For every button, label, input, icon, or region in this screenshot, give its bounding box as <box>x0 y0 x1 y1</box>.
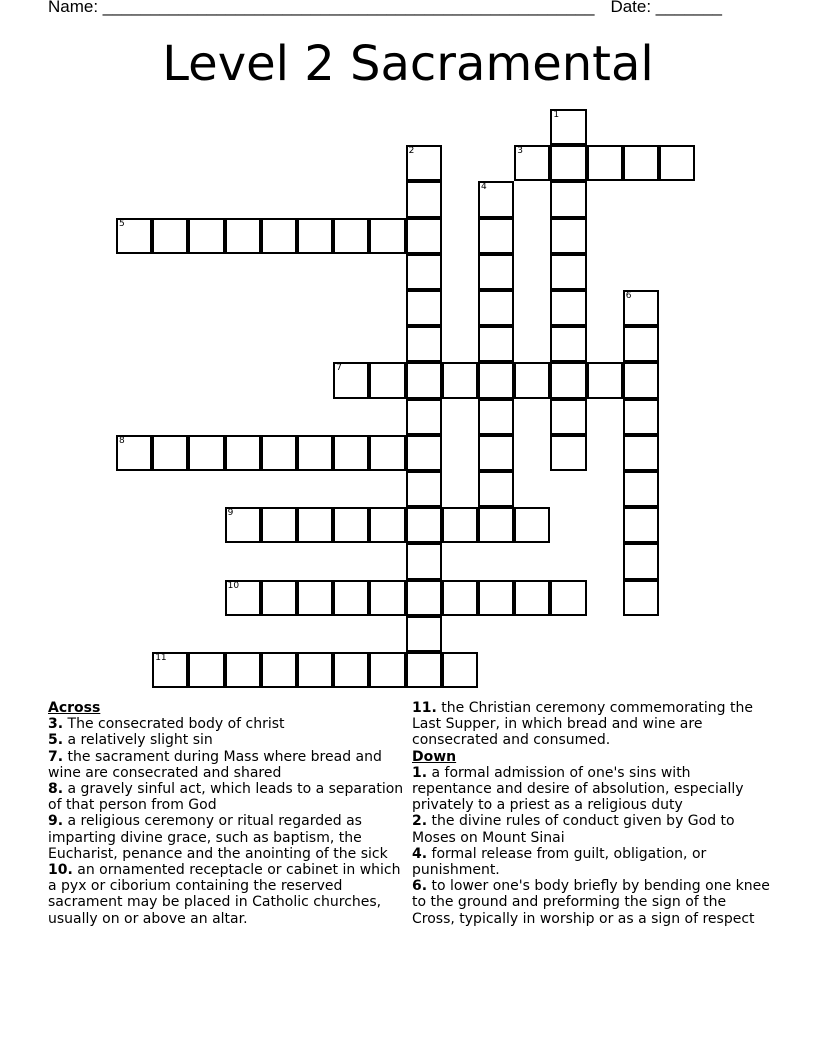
crossword-cell[interactable] <box>261 435 297 471</box>
crossword-cell[interactable] <box>550 290 586 326</box>
clue-number: 8. <box>48 781 64 798</box>
crossword-cell[interactable] <box>116 435 152 471</box>
crossword-cell[interactable] <box>333 652 369 688</box>
crossword-cell[interactable] <box>406 435 442 471</box>
clue-text: a gravely sinful act, which leads to a separation of that person from God <box>48 781 404 814</box>
cell-number: 6 <box>625 291 632 301</box>
crossword-cell[interactable] <box>514 362 550 398</box>
clue-text: a religious ceremony or ritual regarded as imparting divine grace, such as baptism, the Eucharist, penance and the anointing of the sick <box>48 813 388 862</box>
crossword-cell[interactable] <box>550 218 586 254</box>
crossword-cell[interactable] <box>550 181 586 217</box>
crossword-cell[interactable] <box>550 362 586 398</box>
clue-text: a relatively slight sin <box>63 732 213 749</box>
crossword-cell[interactable] <box>261 507 297 543</box>
clue-across-11 <box>412 700 772 749</box>
crossword-cell[interactable] <box>514 580 550 616</box>
crossword-cell[interactable] <box>406 507 442 543</box>
date-label: Date: <box>610 0 656 16</box>
crossword-cell[interactable] <box>369 362 405 398</box>
crossword-cell[interactable] <box>297 218 333 254</box>
crossword-cell[interactable] <box>478 290 514 326</box>
crossword-cell[interactable] <box>659 145 695 181</box>
crossword-cell[interactable] <box>550 435 586 471</box>
clue-across-10 <box>48 862 408 927</box>
clue-text: the sacrament during Mass where bread and wine are consecrated and shared <box>48 748 382 781</box>
name-label: Name: <box>48 0 103 16</box>
crossword-cell[interactable] <box>442 362 478 398</box>
clue-down-2 <box>412 813 772 845</box>
clue-down-6 <box>412 878 772 927</box>
crossword-cell[interactable] <box>623 290 659 326</box>
clue-text: a formal admission of one's sins with repentance and desire of absolution, especially privately to a priest as a religious duty <box>412 764 744 814</box>
crossword-cell[interactable] <box>369 218 405 254</box>
clue-text: formal release from guilt, obligation, or punishment. <box>412 845 707 879</box>
crossword-cell[interactable] <box>261 580 297 616</box>
crossword-cell[interactable] <box>478 471 514 507</box>
crossword-cell[interactable] <box>333 435 369 471</box>
clues-column-left <box>48 700 408 927</box>
crossword-cell[interactable] <box>406 290 442 326</box>
clue-number: 6. <box>412 878 428 895</box>
cell-number: 2 <box>408 146 415 157</box>
cell-number: 7 <box>336 363 342 374</box>
crossword-cell[interactable] <box>550 109 586 145</box>
clue-text: the divine rules of conduct given by God to Moses on Mount Sinai <box>412 813 735 846</box>
crossword-cell[interactable] <box>587 145 623 181</box>
crossword-cell[interactable] <box>514 145 550 181</box>
crossword-cell[interactable] <box>623 435 659 471</box>
crossword-cell[interactable] <box>261 218 297 254</box>
cell-number: 3 <box>517 146 523 157</box>
crossword-cell[interactable] <box>369 435 405 471</box>
crossword-cell[interactable] <box>406 218 442 254</box>
crossword-cell[interactable] <box>188 218 224 254</box>
clue-text: to lower one's body briefly by bending one knee to the ground and preforming the sign of the Cross, typically in worship or as a sign of respect <box>412 878 770 927</box>
crossword-cell[interactable] <box>478 218 514 254</box>
crossword-cell[interactable] <box>478 362 514 398</box>
crossword-cell[interactable] <box>152 435 188 471</box>
crossword-cell[interactable] <box>514 507 550 543</box>
crossword-cell[interactable] <box>623 507 659 543</box>
crossword-cell[interactable] <box>587 362 623 398</box>
crossword-cell[interactable] <box>406 399 442 435</box>
clue-number: 2. <box>412 813 428 830</box>
clue-number: 5. <box>48 732 64 749</box>
crossword-cell[interactable] <box>623 399 659 435</box>
clue-across-5 <box>48 732 408 748</box>
crossword-cell[interactable] <box>116 218 152 254</box>
crossword-cell[interactable] <box>188 652 224 688</box>
clues-column-right <box>412 700 772 927</box>
cell-number: 9 <box>227 508 234 519</box>
clue-text: the Christian ceremony commemorating the Last Supper, in which bread and wine are consecrated and consumed. <box>412 700 753 749</box>
crossword-cell[interactable] <box>369 507 405 543</box>
crossword-cell[interactable] <box>152 652 188 688</box>
clue-number: 11. <box>412 700 437 716</box>
crossword-cell[interactable] <box>442 580 478 616</box>
clue-text: The consecrated body of christ <box>63 716 285 733</box>
crossword-cell[interactable] <box>297 435 333 471</box>
clue-number: 10. <box>48 862 73 879</box>
crossword-cell[interactable] <box>478 580 514 616</box>
crossword-cell[interactable] <box>225 507 261 543</box>
clue-across-9 <box>48 813 408 862</box>
crossword-cell[interactable] <box>442 652 478 688</box>
crossword-cell[interactable] <box>406 145 442 181</box>
crossword-cell[interactable] <box>333 362 369 398</box>
crossword-cell[interactable] <box>623 471 659 507</box>
crossword-cell[interactable] <box>442 507 478 543</box>
crossword-cell[interactable] <box>188 435 224 471</box>
crossword-cell[interactable] <box>623 145 659 181</box>
clue-number: 7. <box>48 748 64 765</box>
crossword-cell[interactable] <box>478 254 514 290</box>
crossword-cell[interactable] <box>623 326 659 362</box>
crossword-cell[interactable] <box>623 580 659 616</box>
clue-number: 4. <box>412 845 428 862</box>
clue-number: 1. <box>412 764 428 781</box>
cell-number: 5 <box>119 218 125 229</box>
crossword-cell[interactable] <box>369 580 405 616</box>
crossword-cell[interactable] <box>406 362 442 398</box>
crossword-cell[interactable] <box>478 399 514 435</box>
clue-text: an ornamented receptacle or cabinet in which a pyx or ciborium containing the reserved sacrament may be placed in Catholic churches, usually on or above an altar. <box>48 862 401 927</box>
clue-across-8 <box>48 781 408 813</box>
crossword-cell[interactable] <box>369 652 405 688</box>
crossword-cell[interactable] <box>478 435 514 471</box>
crossword-cell[interactable] <box>623 362 659 398</box>
crossword-cell[interactable] <box>478 507 514 543</box>
crossword-cell[interactable] <box>550 399 586 435</box>
clue-number: 9. <box>48 813 64 830</box>
crossword-cell[interactable] <box>225 435 261 471</box>
down-heading: Down <box>412 748 457 765</box>
crossword-cell[interactable] <box>406 254 442 290</box>
crossword-cell[interactable] <box>333 580 369 616</box>
across-heading: Across <box>48 700 101 716</box>
clue-across-3 <box>48 716 408 732</box>
name-field[interactable]: ____________________________________________________ <box>102 0 595 16</box>
crossword-cell[interactable] <box>406 181 442 217</box>
cell-number: 10 <box>227 580 240 591</box>
crossword-cell[interactable] <box>550 326 586 362</box>
crossword-cell[interactable] <box>333 218 369 254</box>
crossword-cell[interactable] <box>406 580 442 616</box>
crossword-cell[interactable] <box>297 580 333 616</box>
crossword-cell[interactable] <box>261 652 297 688</box>
clue-number: 3. <box>48 716 64 733</box>
crossword-cell[interactable] <box>406 471 442 507</box>
crossword-cell[interactable] <box>297 652 333 688</box>
crossword-cell[interactable] <box>550 254 586 290</box>
clue-down-4 <box>412 846 772 878</box>
crossword-cell[interactable] <box>406 543 442 579</box>
crossword-cell[interactable] <box>406 652 442 688</box>
crossword-cell[interactable] <box>550 580 586 616</box>
cell-number: 1 <box>553 110 560 120</box>
page-title: Level 2 Sacramental <box>162 36 654 92</box>
cell-number: 11 <box>155 653 167 663</box>
crossword-cell[interactable] <box>406 326 442 362</box>
crossword-cell[interactable] <box>297 507 333 543</box>
cell-number: 8 <box>119 435 125 446</box>
crossword-cell[interactable] <box>152 218 188 254</box>
crossword-cell[interactable] <box>225 652 261 688</box>
crossword-cell[interactable] <box>623 543 659 579</box>
crossword-cell[interactable] <box>478 181 514 217</box>
crossword-cell[interactable] <box>225 580 261 616</box>
crossword-cell[interactable] <box>550 145 586 181</box>
cell-number: 4 <box>481 182 487 193</box>
clue-across-7 <box>48 749 408 781</box>
crossword-cell[interactable] <box>406 616 442 652</box>
crossword-cell[interactable] <box>333 507 369 543</box>
crossword-cell[interactable] <box>225 218 261 254</box>
crossword-cell[interactable] <box>478 326 514 362</box>
clue-down-1 <box>412 765 772 814</box>
date-field[interactable]: _______ <box>655 0 722 16</box>
